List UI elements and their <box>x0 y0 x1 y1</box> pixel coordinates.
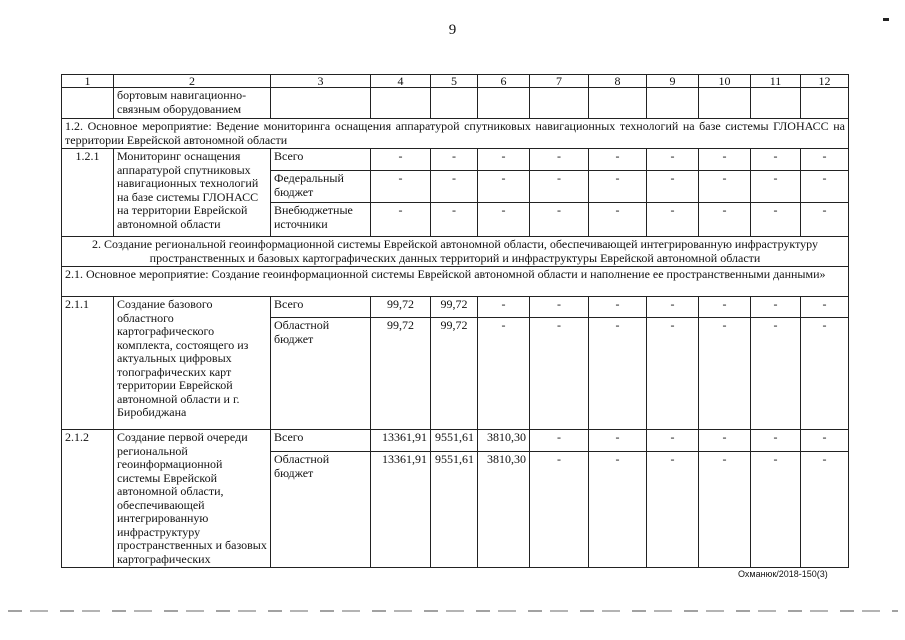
col-header: 12 <box>801 75 849 88</box>
value-cell: - <box>478 203 530 237</box>
activity-name: Мониторинг оснащения аппаратурой спутниковых навигационных технологий на базе системы ГЛОНАСС на территории Еврейской автономной области <box>114 149 271 237</box>
column-number-row <box>62 75 849 88</box>
section-row <box>62 119 849 149</box>
scan-artifact-line <box>8 610 898 612</box>
value-cell: 9551,61 <box>431 452 478 568</box>
value-cell: - <box>801 452 849 568</box>
value-cell: - <box>371 149 431 171</box>
value-cell: - <box>647 171 699 203</box>
page-number: 9 <box>448 22 457 38</box>
value-cell: - <box>647 452 699 568</box>
value-cell: - <box>530 430 589 452</box>
value-cell: - <box>589 297 647 318</box>
row-number: 1.2.1 <box>62 149 114 237</box>
value-cell: - <box>801 297 849 318</box>
table-row <box>62 88 849 119</box>
col-header: 3 <box>271 75 371 88</box>
col-header: 9 <box>647 75 699 88</box>
col-header: 1 <box>62 75 114 88</box>
col-header: 8 <box>589 75 647 88</box>
value-cell: - <box>478 149 530 171</box>
value-cell: 99,72 <box>431 297 478 318</box>
value-cell: 9551,61 <box>431 430 478 452</box>
activity-name: Создание первой очереди региональной геоинформационной системы Еврейской автономной области, обеспечивающей интегрированную инфраструктуру пространственных и базовых картографических <box>114 430 271 568</box>
value-cell: - <box>431 171 478 203</box>
table-row <box>62 149 849 171</box>
value-cell: 99,72 <box>371 318 431 430</box>
value-cell: - <box>801 430 849 452</box>
funding-source: Всего <box>271 149 371 171</box>
value-cell: - <box>751 430 801 452</box>
value-cell: - <box>699 149 751 171</box>
value-cell: - <box>530 149 589 171</box>
value-cell: - <box>751 318 801 430</box>
value-cell: - <box>699 297 751 318</box>
funding-source: Федеральный бюджет <box>271 171 371 203</box>
value-cell: - <box>699 318 751 430</box>
value-cell: 13361,91 <box>371 430 431 452</box>
col-header: 7 <box>530 75 589 88</box>
value-cell: - <box>478 318 530 430</box>
row-number: 2.1.2 <box>62 430 114 568</box>
value-cell: - <box>589 318 647 430</box>
value-cell: 99,72 <box>371 297 431 318</box>
value-cell: - <box>647 318 699 430</box>
col-header: 11 <box>751 75 801 88</box>
value-cell: - <box>530 297 589 318</box>
value-cell: - <box>751 171 801 203</box>
value-cell: - <box>530 452 589 568</box>
value-cell: - <box>431 149 478 171</box>
value-cell: - <box>647 430 699 452</box>
value-cell: - <box>589 203 647 237</box>
value-cell: 3810,30 <box>478 430 530 452</box>
section-row <box>62 267 849 297</box>
value-cell: 13361,91 <box>371 452 431 568</box>
value-cell: - <box>647 297 699 318</box>
funding-source: Внебюджетные источники <box>271 203 371 237</box>
scan-mark <box>883 18 889 21</box>
funding-source: Всего <box>271 297 371 318</box>
funding-source: Областной бюджет <box>271 318 371 430</box>
program-funding-table <box>61 74 849 568</box>
value-cell: 3810,30 <box>478 452 530 568</box>
section-title: 1.2. Основное мероприятие: Ведение мониторинга оснащения аппаратурой спутниковых навигационных технологий на базе системы ГЛОНАСС на территории Еврейской автономной области <box>62 119 849 149</box>
col-header: 6 <box>478 75 530 88</box>
section-title: 2. Создание региональной геоинформационной системы Еврейской автономной области, обеспечивающей интегрированную инфраструктуру пространственных и базовых картографических данных территорий и инфраструктуры Еврейской автономной области <box>62 237 849 267</box>
value-cell: - <box>478 297 530 318</box>
value-cell: - <box>589 171 647 203</box>
col-header: 5 <box>431 75 478 88</box>
value-cell: - <box>371 203 431 237</box>
value-cell: - <box>801 149 849 171</box>
value-cell: - <box>801 318 849 430</box>
value-cell: - <box>699 452 751 568</box>
row-number: 2.1.1 <box>62 297 114 430</box>
value-cell: 99,72 <box>431 318 478 430</box>
value-cell: - <box>751 297 801 318</box>
value-cell: - <box>478 171 530 203</box>
col-header: 10 <box>699 75 751 88</box>
value-cell: - <box>589 430 647 452</box>
value-cell: - <box>530 171 589 203</box>
document-code: Охманюк/2018-150(3) <box>738 569 828 579</box>
value-cell: - <box>647 203 699 237</box>
value-cell: - <box>801 171 849 203</box>
value-cell: - <box>431 203 478 237</box>
activity-name: бортовым навигационно-связным оборудованием <box>114 88 271 119</box>
value-cell: - <box>751 452 801 568</box>
col-header: 2 <box>114 75 271 88</box>
value-cell: - <box>699 430 751 452</box>
value-cell: - <box>589 452 647 568</box>
value-cell: - <box>801 203 849 237</box>
table-row <box>62 297 849 318</box>
table-row <box>62 430 849 452</box>
section-title: 2.1. Основное мероприятие: Создание геоинформационной системы Еврейской автономной области и наполнение ее пространственными данными» <box>62 267 849 297</box>
value-cell: - <box>647 149 699 171</box>
value-cell: - <box>751 149 801 171</box>
col-header: 4 <box>371 75 431 88</box>
value-cell: - <box>371 171 431 203</box>
funding-source: Всего <box>271 430 371 452</box>
section-row <box>62 237 849 267</box>
value-cell: - <box>530 318 589 430</box>
funding-source: Областной бюджет <box>271 452 371 568</box>
value-cell: - <box>699 171 751 203</box>
value-cell: - <box>530 203 589 237</box>
value-cell: - <box>751 203 801 237</box>
value-cell: - <box>589 149 647 171</box>
value-cell: - <box>699 203 751 237</box>
activity-name: Создание базового областного картографического комплекта, состоящего из актуальных цифровых топографических карт территории Еврейской автономной области и г. Биробиджана <box>114 297 271 430</box>
